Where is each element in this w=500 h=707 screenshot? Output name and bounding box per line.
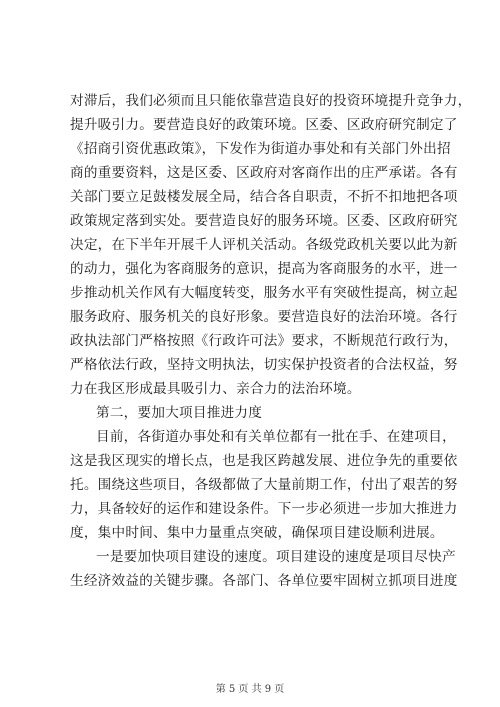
text-line: 决定，在下半年开展千人评机关活动。各级党政机关要以此为新 bbox=[70, 237, 458, 253]
text-line: 的动力，强化为客商服务的意识，提高为客商服务的水平，进一 bbox=[70, 261, 458, 277]
text-line: 关部门要立足鼓楼发展全局，结合各自职责，不折不扣地把各项 bbox=[70, 189, 458, 205]
text-line: 提升吸引力。要营造良好的政策环境。区委、区政府研究制定了 bbox=[70, 117, 458, 133]
text-line: 生经济效益的关键步骤。各部门、各单位要牢固树立抓项目进度 bbox=[70, 573, 458, 589]
text-line: 度，集中时间、集中力量重点突破，确保项目建设顺利进展。 bbox=[70, 525, 444, 541]
text-line: 政执法部门严格按照《行政许可法》要求，不断规范行政行为， bbox=[70, 333, 458, 349]
text-line: 一是要加快项目建设的速度。项目建设的速度是项目尽快产 bbox=[96, 549, 456, 565]
text-line: 力，具备较好的运作和建设条件。下一步必须进一步加大推进力 bbox=[70, 501, 458, 517]
text-line: 托。围绕这些项目，各级都做了大量前期工作，付出了艰苦的努 bbox=[70, 477, 458, 493]
text-line: 目前，各街道办事处和有关单位都有一批在手、在建项目， bbox=[96, 429, 456, 445]
text-line: 严格依法行政，坚持文明执法，切实保护投资者的合法权益，努 bbox=[70, 357, 458, 373]
text-line: 对滞后，我们必须而且只能依靠营造良好的投资环境提升竞争力， bbox=[70, 93, 472, 109]
page-footer: 第 5 页 共 9 页 bbox=[215, 684, 285, 695]
body-text bbox=[70, 89, 472, 593]
text-line: 步推动机关作风有大幅度转变，服务水平有突破性提高，树立起 bbox=[70, 285, 458, 301]
text-line: 政策规定落到实处。要营造良好的服务环境。区委、区政府研究 bbox=[70, 213, 458, 229]
text-line: 商的重要资料，这是区委、区政府对客商作出的庄严承诺。各有 bbox=[70, 165, 458, 181]
text-line: 力在我区形成最具吸引力、亲合力的法治环境。 bbox=[70, 381, 361, 397]
text-line: 这是我区现实的增长点，也是我区跨越发展、进位争先的重要依 bbox=[70, 453, 458, 469]
text-line: 服务政府、服务机关的良好形象。要营造良好的法治环境。各行 bbox=[70, 309, 458, 325]
text-line: 第二，要加大项目推进力度 bbox=[96, 405, 263, 421]
text-line: 《招商引资优惠政策》，下发作为街道办事处和有关部门外出招 bbox=[70, 141, 451, 157]
